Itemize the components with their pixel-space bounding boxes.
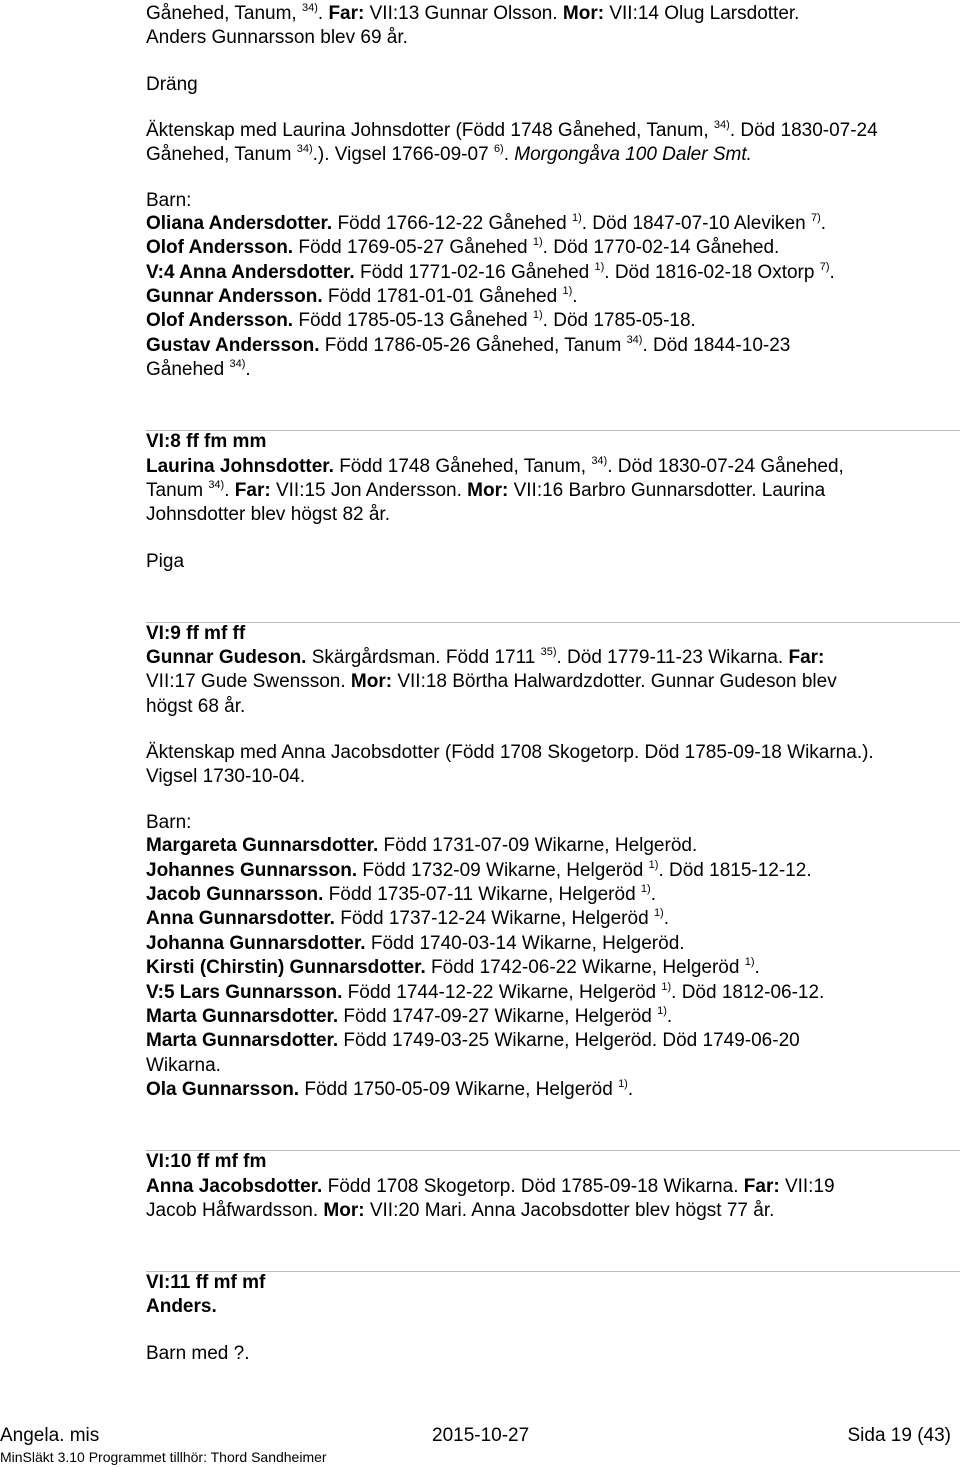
bold-text: Johannes Gunnarsson. [146,860,358,881]
text-line [146,358,251,381]
text-run: VII:16 Barbro Gunnarsdotter. Laurina [508,480,826,501]
text-line [146,883,656,906]
text-line [146,1029,800,1052]
text-run: . [820,213,827,234]
italic-text: Morgongåva 100 Daler Smt. [514,144,752,165]
text-line [146,334,790,357]
bold-text: Olof Andersson. [146,237,294,258]
text-line [146,2,799,25]
text-line [146,455,844,478]
text-run: Dräng [146,74,198,95]
source-reference: 1) [594,261,605,273]
text-line [146,430,266,453]
text-run: Född 1766-12-22 Gånehed [332,213,572,234]
text-line [146,695,245,718]
bold-text: Olof Andersson. [146,310,294,331]
text-run: . [829,262,835,283]
source-reference: 34) [591,455,608,467]
text-line [146,479,825,502]
text-run: Barn: [146,190,192,211]
bold-text: V:5 Lars Gunnarsson. [146,982,343,1003]
footer-date: 2015-10-27 [432,1425,530,1446]
text-run: Född 1732-09 Wikarne, Helgeröd [357,860,649,881]
text-line [146,550,184,573]
text-line [146,1150,266,1173]
text-run: . Död 1770-02-14 Gånehed. [542,237,780,258]
text-run: Johnsdotter blev högst 82 år. [146,504,390,525]
text-run: högst 68 år. [146,696,246,717]
text-run: Piga [146,551,185,572]
text-run: Tanum [146,480,209,501]
source-reference: 34) [229,358,246,370]
text-run: . [666,1006,673,1027]
text-run: Barn med ?. [146,1343,250,1364]
text-run: . Död 1847-07-10 Aleviken [581,213,811,234]
bold-text: Far: [234,480,271,501]
bold-text: Ola Gunnarsson. [146,1079,300,1100]
text-run: . [754,957,760,978]
bold-text: VI:10 ff mf fm [146,1151,267,1172]
text-run: . [663,908,669,929]
section-divider [146,430,960,431]
text-line [146,670,837,693]
source-reference: 34) [296,143,313,155]
text-run: VII:15 Jon Andersson. [270,480,468,501]
text-run: Född 1747-09-27 Wikarne, Helgeröd [338,1006,658,1027]
text-line [146,956,760,979]
text-run: Född 1737-12-24 Wikarne, Helgeröd [334,908,654,929]
section-divider [146,622,960,623]
text-line [146,1295,217,1318]
text-run: . Död 1815-12-12. [658,860,812,881]
text-line [146,622,245,645]
text-line [146,859,812,882]
bold-text: Anders. [146,1296,217,1317]
text-line [146,503,390,526]
text-line [146,285,578,308]
text-line [146,981,824,1004]
bold-text: Mor: [350,671,393,692]
text-line [146,189,191,212]
text-run: Född 1708 Skogetorp. Död 1785-09-18 Wikarna. [322,1176,744,1197]
source-reference: 34) [713,119,730,131]
text-run: Född 1781-01-01 Gånehed [322,286,563,307]
text-run: Född 1748 Gånehed, Tanum, [333,456,592,477]
text-run: Född 1771-02-16 Gånehed [354,262,595,283]
text-line [146,1078,633,1101]
text-run: Född 1750-05-09 Wikarne, Helgeröd [299,1079,619,1100]
source-reference: 1) [648,859,659,871]
text-run: . Död 1844-10-23 [642,335,791,356]
footer-program-info: MinSläkt 3.10 Programmet tillhör: Thord Sandheimer [0,1449,327,1465]
text-run: VII:13 Gunnar Olsson. [364,3,563,24]
text-run: . Död 1816-02-18 Oxtorp [604,262,820,283]
bold-text: Gustav Andersson. [146,335,320,356]
text-run: Född 1749-03-25 Wikarne, Helgeröd. Död 1749-06-20 [338,1030,800,1051]
source-reference: 35) [540,646,557,658]
text-run: . [224,480,235,501]
bold-text: Laurina Johnsdotter. [146,456,334,477]
text-run: Gånehed, Tanum, [146,3,302,24]
text-run: . [627,1079,634,1100]
text-run: VII:20 Mari. Anna Jacobsdotter blev högst 77 år. [364,1200,775,1221]
text-run: . [650,884,656,905]
text-line [146,143,752,166]
text-run: . [503,144,515,165]
text-run: Född 1731-07-09 Wikarne, Helgeröd. [378,835,698,856]
text-run: Barn: [146,812,192,833]
bold-text: Anna Gunnarsdotter. [146,908,335,929]
text-line [146,1199,774,1222]
text-run: . Död 1779-11-23 Wikarna. [556,647,789,668]
source-reference: 1) [618,1078,628,1090]
text-run: VII:18 Börtha Halwardzdotter. Gunnar Gudeson blev [392,671,837,692]
text-line [146,1175,835,1198]
text-run: . Död 1830-07-24 [729,120,878,141]
text-line [146,1271,265,1294]
text-run: Född 1785-05-13 Gånehed [293,310,533,331]
text-run: Vigsel 1730-10-04. [146,766,306,787]
bold-text: Gunnar Gudeson. [146,647,307,668]
bold-text: Jacob Gunnarsson. [146,884,324,905]
source-reference: 7) [810,212,821,224]
source-reference: 1) [532,236,543,248]
text-run: VII:14 Olug Larsdotter. [604,3,800,24]
text-line [146,26,408,49]
text-run: Skärgårdsman. Född 1711 [306,647,541,668]
text-run: .). Vigsel 1766-09-07 [312,144,494,165]
text-line [146,1005,672,1028]
bold-text: Mor: [467,480,509,501]
bold-text: V:4 Anna Andersdotter. [146,262,355,283]
source-reference: 1) [562,285,573,297]
source-reference: 34) [301,2,318,14]
bold-text: Oliana Andersdotter. [146,213,333,234]
text-run: Född 1744-12-22 Wikarne, Helgeröd [342,982,662,1003]
text-line [146,741,874,764]
text-run: . [317,3,329,24]
text-run: Gånehed, Tanum [146,144,297,165]
text-run: Född 1735-07-11 Wikarne, Helgeröd [323,884,641,905]
bold-text: Anna Jacobsdotter. [146,1176,323,1197]
text-run: Gånehed [146,359,230,380]
text-line [146,236,779,259]
text-run: VII:19 [779,1176,835,1197]
source-reference: 6) [493,143,504,155]
bold-text: Mor: [562,3,605,24]
text-line [146,765,305,788]
source-reference: 1) [744,956,755,968]
bold-text: Far: [788,647,825,668]
source-reference: 1) [532,309,543,321]
text-run: VII:17 Gude Swensson. [146,671,351,692]
source-reference: 7) [819,261,830,273]
text-line [146,834,697,857]
bold-text: Kirsti (Chirstin) Gunnarsdotter. [146,957,426,978]
text-run: . [572,286,578,307]
bold-text: Marta Gunnarsdotter. [146,1006,339,1027]
text-run: Född 1786-05-26 Gånehed, Tanum [319,335,627,356]
text-line [146,119,878,142]
bold-text: VI:9 ff mf ff [146,623,246,644]
text-line [146,73,198,96]
text-run: . Död 1785-05-18. [542,310,696,331]
text-line [146,932,685,955]
bold-text: VI:11 ff mf mf [146,1272,266,1293]
text-line [146,907,669,930]
text-run: . Död 1812-06-12. [671,982,825,1003]
section-divider [146,1150,960,1151]
text-run: Äktenskap med Laurina Johnsdotter (Född 1748 Gånehed, Tanum, [146,120,714,141]
bold-text: Gunnar Andersson. [146,286,323,307]
text-run: Jacob Håfwardsson. [146,1200,324,1221]
text-run: Anders Gunnarsson blev 69 år. [146,27,408,48]
text-run: Född 1769-05-27 Gånehed [293,237,533,258]
bold-text: Mor: [323,1200,365,1221]
text-run: . Död 1830-07-24 Gånehed, [607,456,844,477]
text-line [146,1054,221,1077]
bold-text: Margareta Gunnarsdotter. [146,835,379,856]
bold-text: Marta Gunnarsdotter. [146,1030,339,1051]
source-reference: 34) [208,479,225,491]
text-run: . [245,359,251,380]
source-reference: 34) [626,334,643,346]
text-line [146,811,191,834]
bold-text: VI:8 ff fm mm [146,431,267,452]
text-line [146,261,835,284]
text-line [146,646,824,669]
text-line [146,309,696,332]
source-reference: 1) [640,883,651,895]
text-run: Född 1742-06-22 Wikarne, Helgeröd [425,957,745,978]
text-run: Äktenskap med Anna Jacobsdotter (Född 1708 Skogetorp. Död 1785-09-18 Wikarna.). [146,742,874,763]
source-reference: 1) [571,212,582,224]
bold-text: Johanna Gunnarsdotter. [146,933,366,954]
source-reference: 1) [653,907,664,919]
text-line [146,1342,250,1365]
text-run: Född 1740-03-14 Wikarne, Helgeröd. [365,933,685,954]
source-reference: 1) [657,1005,667,1017]
footer-author: Angela. mis [0,1425,100,1446]
bold-text: Far: [743,1176,780,1197]
section-divider [146,1271,960,1272]
source-reference: 1) [661,981,672,993]
bold-text: Far: [328,3,365,24]
text-line [146,212,826,235]
text-run: Wikarna. [146,1055,221,1076]
footer-page-number: Sida 19 (43) [847,1425,951,1446]
